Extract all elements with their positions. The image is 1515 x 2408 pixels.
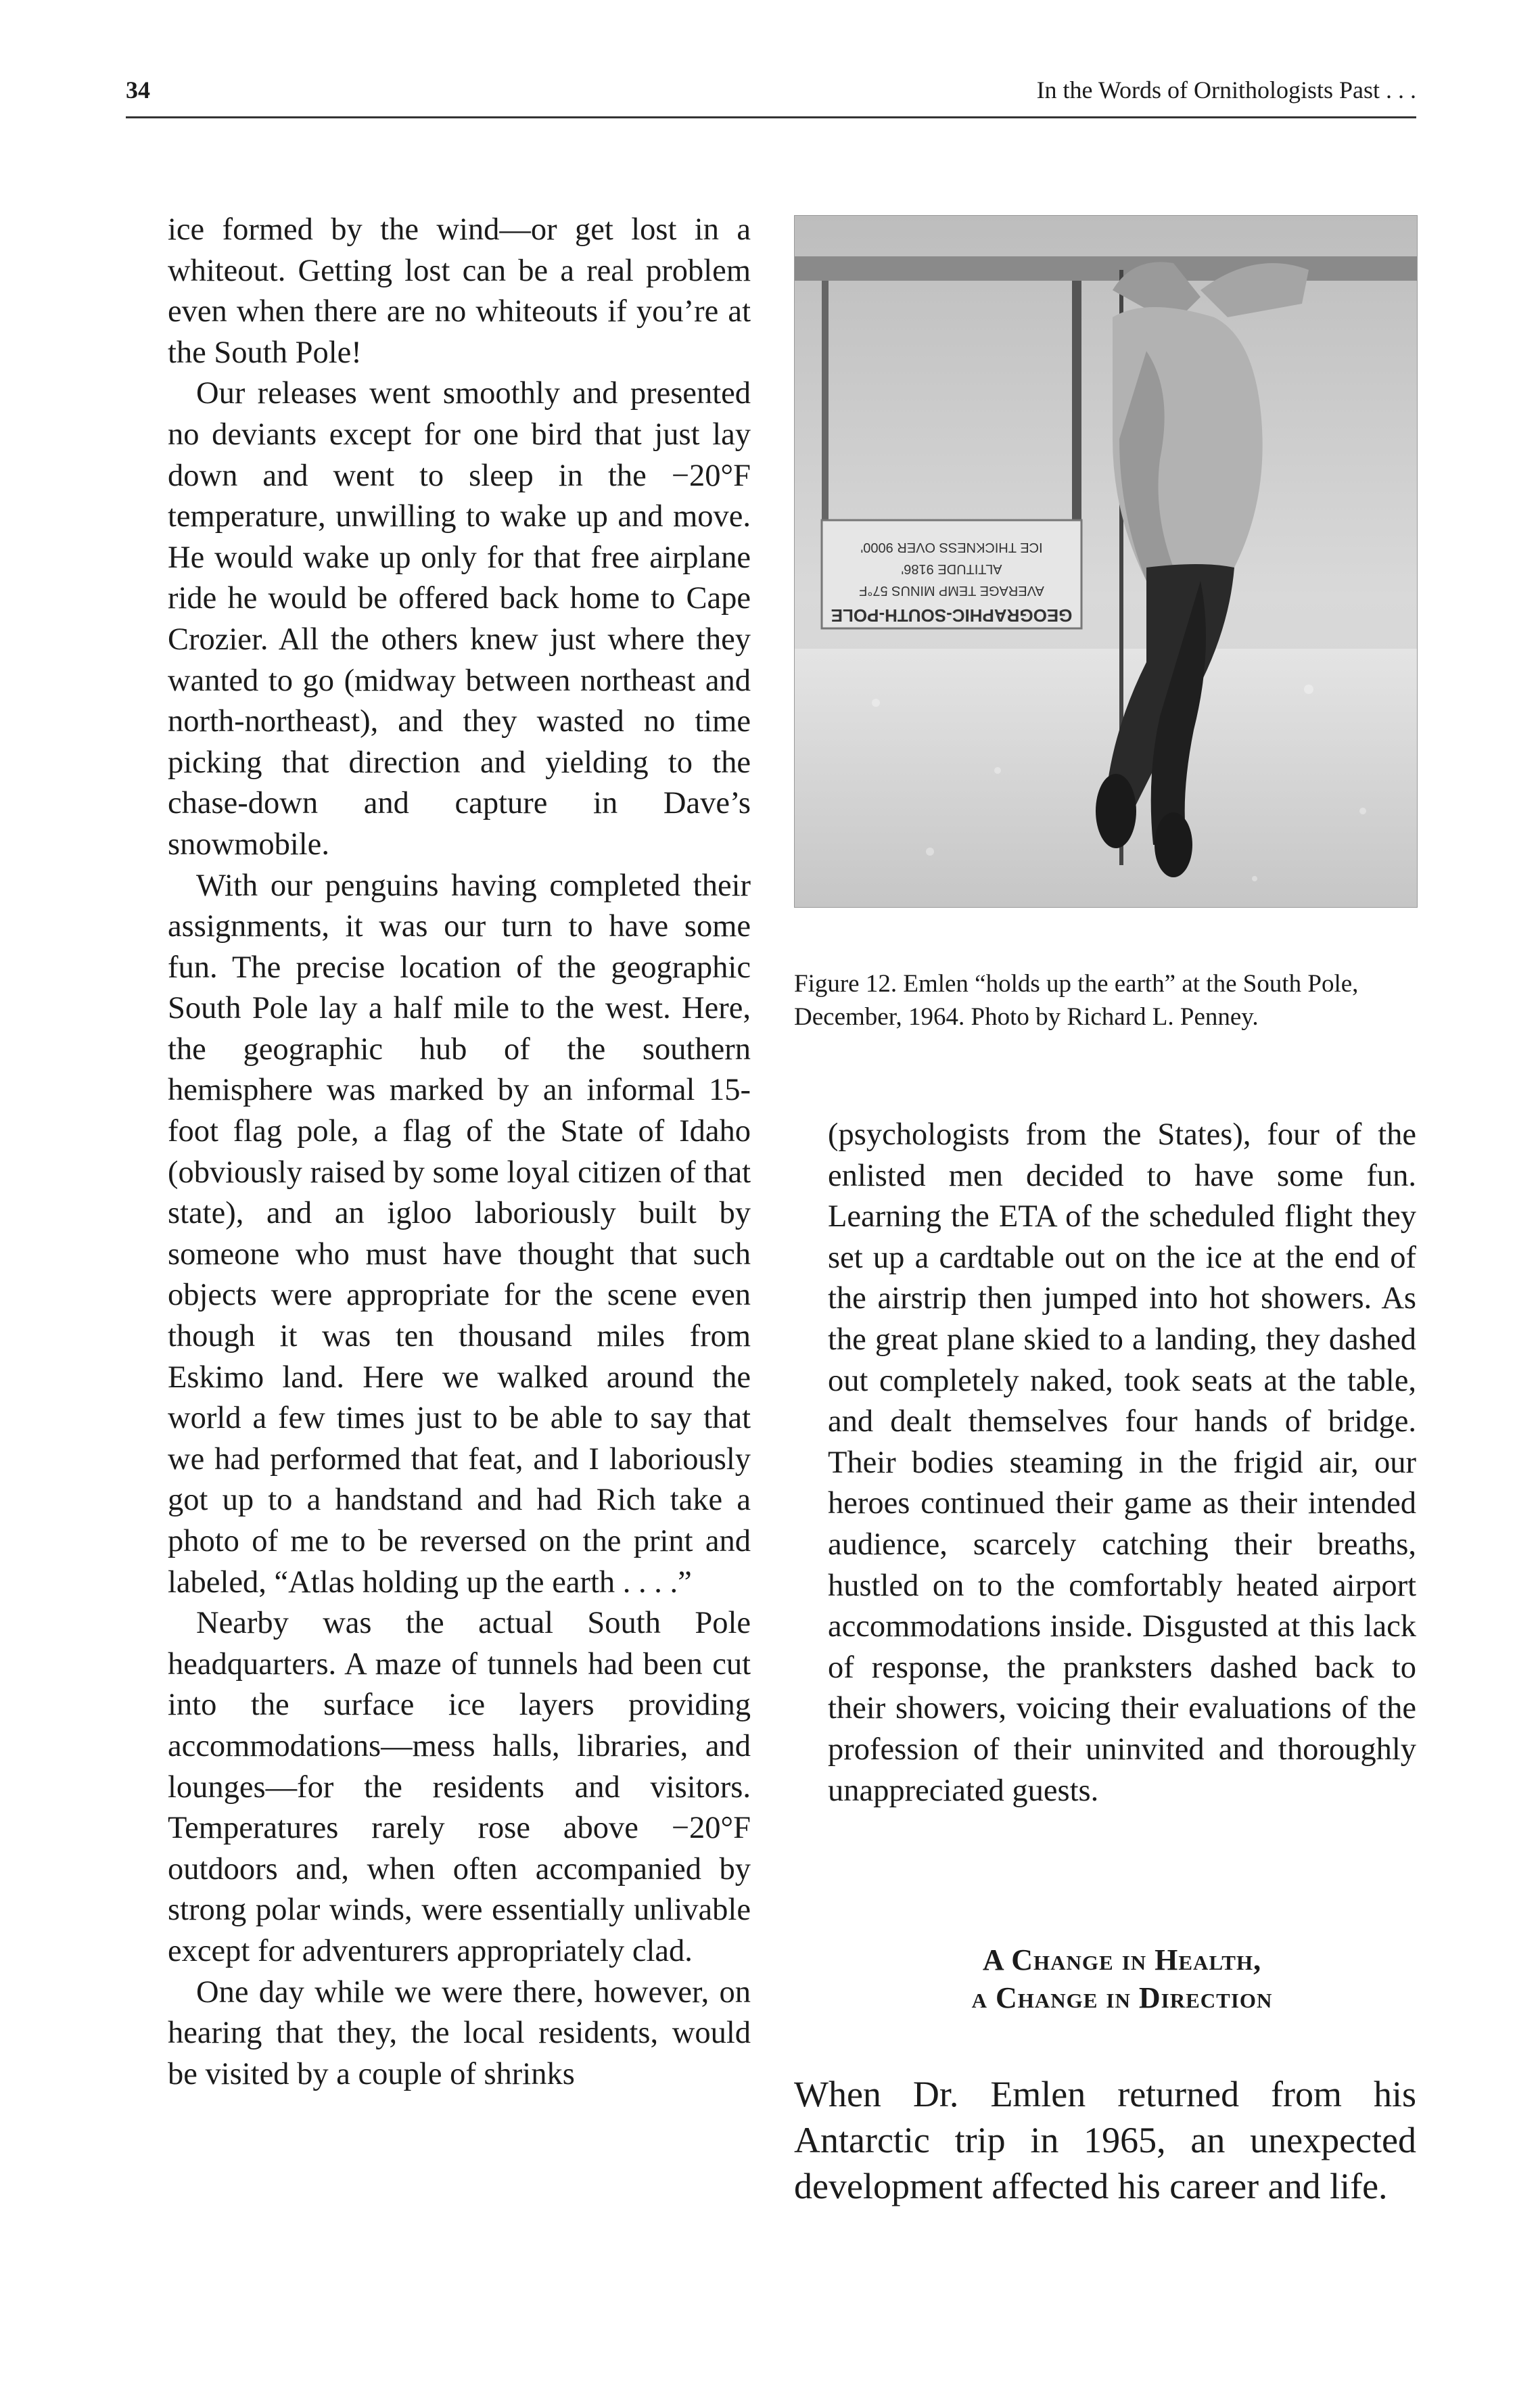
left-column	[168, 210, 751, 2095]
sign-line: AVERAGE TEMP MINUS 57°F	[859, 583, 1044, 598]
right-column	[828, 1115, 1416, 1811]
figure-caption: Figure 12. Emlen “holds up the earth” at the South Pole, December, 1964. Photo by Richard L. Penney.	[794, 970, 1359, 1031]
body-paragraph: Nearby was the actual South Pole headquarters. A maze of tunnels had been cut into the surface ice layers providing accommodations—mess halls, libraries, and lounges—for the residents and visitors. Temperatures rarely rose above −20°F outdoors and, when often accompanied by strong polar winds, were essentially unlivable except for adventurers appropriately clad.	[168, 1606, 751, 1968]
section-heading-line: a Change in Direction	[971, 1981, 1273, 2014]
page-number: 34	[126, 76, 150, 103]
running-header	[126, 76, 1416, 118]
sign-line: ICE THICKNESS OVER 9000'	[860, 540, 1043, 555]
running-title: In the Words of Ornithologists Past . . .	[1036, 76, 1416, 103]
sign-top-bar	[795, 256, 1417, 281]
sign-line: GEOGRAPHIC-SOUTH-POLE	[831, 605, 1073, 626]
body-paragraph: Our releases went smoothly and presented no deviants except for one bird that just lay down and went to sleep in the −20°F temperature, unwilling to wake up and move. He would wake up only for that free airplane ride he would be offered back home to Cape Crozier. All the others knew just where they wanted to go (midway between northeast and north-northeast), and they wasted no time picking that direction and yielding to the chase-down and capture in Dave’s snowmobile.	[168, 376, 751, 862]
body-paragraph: With our penguins having completed their assignments, it was our turn to have some fun. The precise location of the geographic South Pole lay a half mile to the west. Here, the geographic hub of the southern hemisphere was marked by an informal 15-foot flag pole, a flag of the State of Idaho (obviously raised by some loyal citizen of that state), and an igloo laboriously built by someone who must have thought that such objects were appropriate for the scene even though it was ten thousand miles from Eskimo land. Here we walked around the world a few times just to be able to say that we had performed that feat, and I laboriously got up to a handstand and had Rich take a photo of me to be reversed on the print and labeled, “Atlas holding up the earth . . . .”	[168, 868, 751, 1600]
photo-snow-ground	[795, 649, 1417, 907]
body-paragraph: ice formed by the wind—or get lost in a whiteout. Getting lost can be a real problem even when there are no whiteouts if you’re at the South Pole!	[168, 212, 751, 370]
body-paragraph: (psychologists from the States), four of the enlisted men decided to have some fun. Learning the ETA of the scheduled flight they set up a cardtable out on the ice at the end of the airstrip then jumped into hot showers. As the great plane skied to a landing, they dashed out completely naked, took seats at the table, and dealt themselves four hands of bridge. Their bodies steaming in the frigid air, our heroes continued their game as their intended audience, scarcely catching their breaths, hustled on to the comfortably heated airport accommodations inside. Disgusted at this lack of response, the pranksters dashed back to their showers, voicing their evaluations of the profession of their uninvited and thoroughly unappreciated guests.	[828, 1117, 1416, 1808]
section-heading-line: A Change in Health,	[982, 1943, 1262, 1976]
figure-photo	[794, 215, 1418, 908]
body-paragraph: One day while we were there, however, on hearing that they, the local residents, would be visited by a couple of shrinks	[168, 1974, 751, 2091]
section-heading	[828, 1941, 1416, 2017]
sign-line: ALTITUDE 9186'	[901, 561, 1002, 576]
lead-paragraph: When Dr. Emlen returned from his Antarctic trip in 1965, an unexpected development affected his career and life.	[794, 2074, 1416, 2206]
